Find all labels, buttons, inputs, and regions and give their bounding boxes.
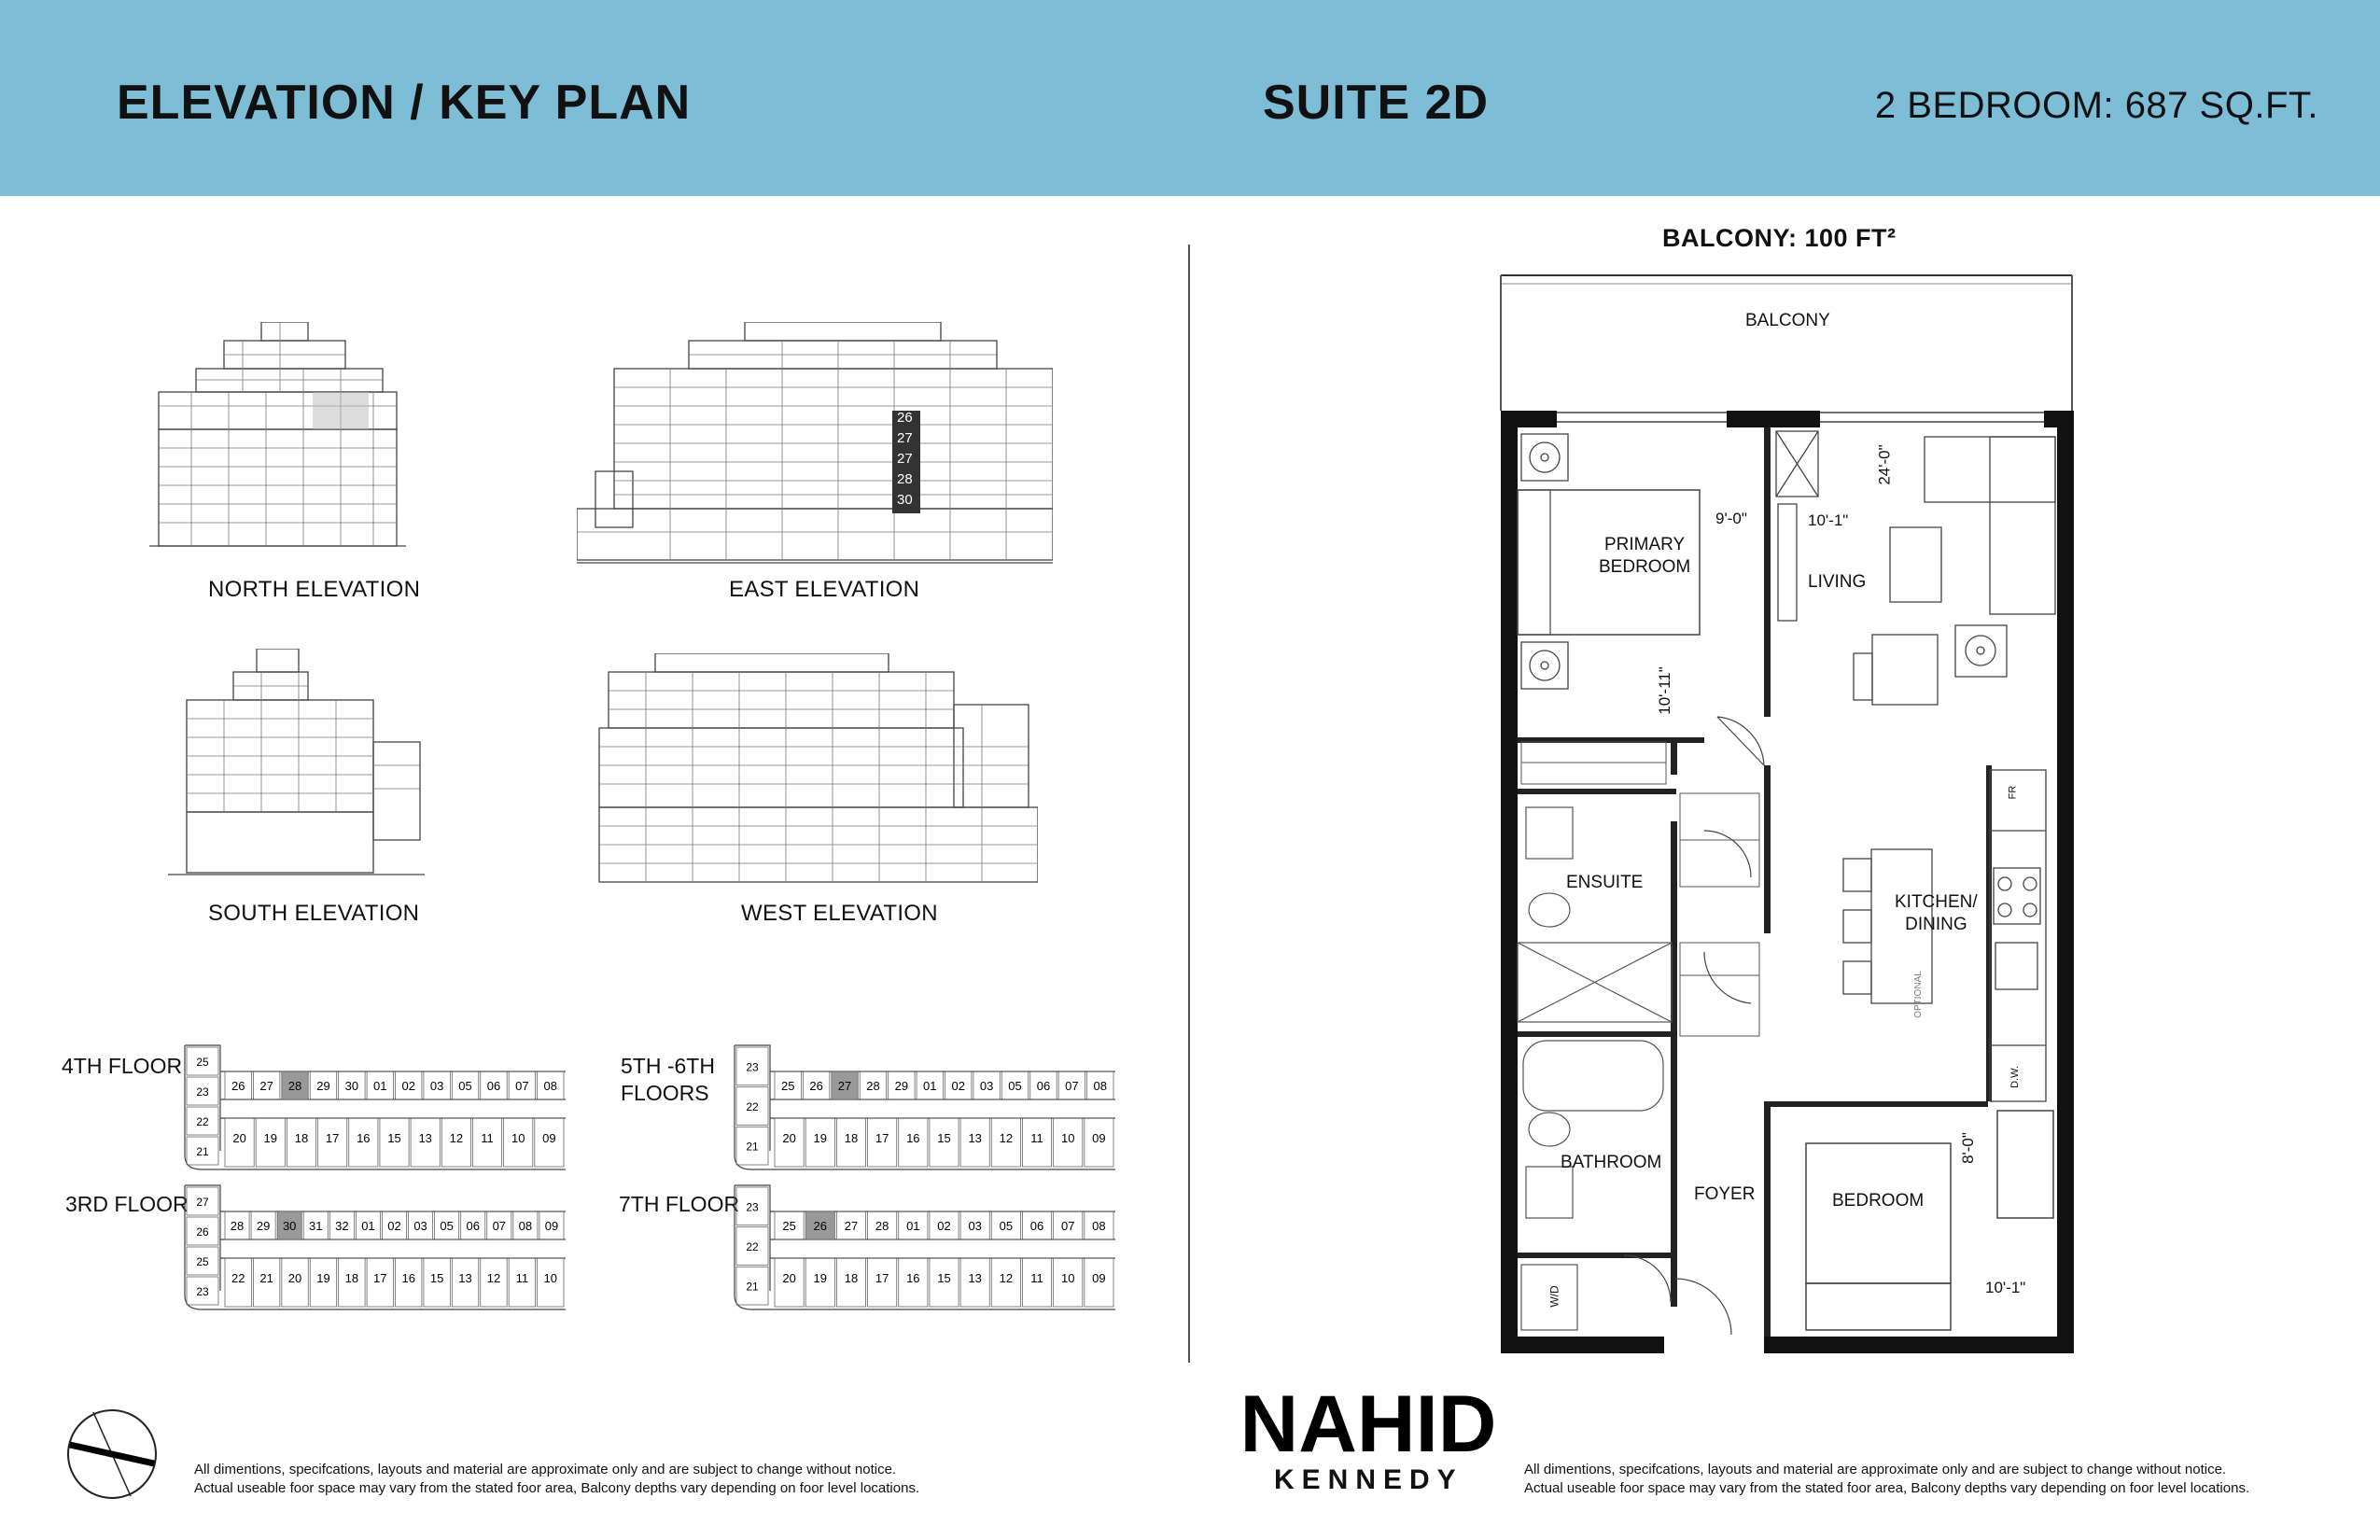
unit-number: 10: [1060, 1131, 1075, 1145]
optional-label: OPTIONAL: [1912, 971, 1924, 1018]
unit-number: 01: [361, 1219, 375, 1233]
unit-number: 22: [231, 1271, 245, 1285]
unit-number: 12: [999, 1131, 1014, 1145]
unit-number: 15: [387, 1131, 401, 1145]
disclaimer-right: [1524, 1461, 2249, 1498]
unit-number: 10: [1060, 1271, 1075, 1285]
primary-bedroom-line1: PRIMARY: [1603, 535, 1686, 554]
unit-number: 27: [837, 1079, 852, 1093]
unit-number: 20: [287, 1271, 302, 1285]
primary-bedroom-label: [1599, 534, 1690, 579]
unit-number: 21: [196, 1145, 209, 1158]
unit-number: 21: [746, 1280, 759, 1294]
unit-number: 19: [813, 1271, 828, 1285]
bedroom-width-dim: 10'-1": [1985, 1279, 2026, 1296]
bedroom-label: BEDROOM: [1832, 1191, 1925, 1211]
unit-number: 09: [1092, 1131, 1106, 1145]
suite-floor-plan: [1493, 271, 2081, 1363]
unit-number: 13: [968, 1271, 982, 1285]
unit-number: 09: [544, 1219, 559, 1233]
unit-number: 05: [999, 1219, 1014, 1233]
south-elevation-drawing: [168, 649, 425, 877]
unit-number: 07: [492, 1219, 507, 1233]
east-floor-marker-5: 30: [897, 492, 913, 508]
unit-number: 07: [515, 1079, 529, 1093]
brand-logo-text: NAHID: [1239, 1384, 1497, 1459]
keyplan-outline: [735, 1045, 1115, 1169]
primary-width-dim: 9'-0": [1715, 510, 1747, 527]
unit-number: 11: [1030, 1271, 1043, 1285]
unit-number: 26: [809, 1079, 823, 1093]
unit-number: 16: [906, 1131, 920, 1145]
unit-number: 27: [196, 1196, 209, 1209]
unit-number: 01: [373, 1079, 387, 1093]
unit-number: 26: [231, 1079, 245, 1093]
unit-number: 12: [449, 1131, 464, 1145]
unit-number: 15: [937, 1271, 951, 1285]
header-bar: [0, 0, 2380, 196]
unit-number: 07: [1060, 1219, 1075, 1233]
north-elevation-label: NORTH ELEVATION: [208, 577, 421, 602]
unit-number: 31: [309, 1219, 323, 1233]
unit-number: 12: [486, 1271, 501, 1285]
unit-number: 16: [906, 1271, 920, 1285]
unit-number: 09: [1092, 1271, 1106, 1285]
unit-number: 16: [357, 1131, 371, 1145]
third-floor-label: 3RD FLOOR: [65, 1192, 189, 1216]
unit-number: 20: [782, 1131, 796, 1145]
fifth-sixth-floor-label: [621, 1053, 715, 1107]
unit-number: 12: [999, 1271, 1014, 1285]
kitchen-line1: KITCHEN/: [1895, 892, 1978, 912]
unit-number: 02: [951, 1079, 965, 1093]
unit-number: 15: [937, 1131, 951, 1145]
seventh-floor-keyplan: [733, 1183, 1125, 1314]
east-floor-marker-2: 27: [897, 430, 913, 446]
brand-logo: [1238, 1384, 1499, 1459]
bedroom-length-dim: 8'-0": [1958, 1132, 1977, 1164]
fourth-floor-label: 4TH FLOOR: [62, 1054, 183, 1078]
unit-number: 18: [294, 1131, 309, 1145]
seventh-floor-label: 7TH FLOOR: [619, 1192, 740, 1216]
unit-number: 21: [259, 1271, 273, 1285]
unit-number: 11: [1030, 1131, 1043, 1145]
unit-number: 22: [746, 1100, 759, 1113]
living-length-dim: 24'-0": [1875, 444, 1894, 485]
section-divider: [1188, 245, 1190, 1363]
unit-number: 06: [486, 1079, 501, 1093]
page-title: ELEVATION / KEY PLAN: [117, 76, 692, 130]
unit-number: 05: [458, 1079, 472, 1093]
foyer-label: FOYER: [1694, 1184, 1756, 1204]
unit-number: 17: [875, 1271, 889, 1285]
brand-logo-subtitle: KENNEDY: [1274, 1464, 1463, 1495]
unit-number: 21: [746, 1140, 759, 1154]
unit-number: 17: [373, 1271, 387, 1285]
unit-number: 03: [968, 1219, 982, 1233]
unit-number: 26: [196, 1225, 209, 1239]
unit-number: 13: [418, 1131, 432, 1145]
unit-number: 28: [287, 1079, 302, 1093]
unit-number: 03: [979, 1079, 994, 1093]
unit-number: 28: [866, 1079, 880, 1093]
bathroom-label: BATHROOM: [1561, 1153, 1662, 1172]
washer-dryer-label: W/D: [1547, 1285, 1561, 1308]
fridge-label: FR: [2007, 785, 2019, 800]
unit-number: 08: [518, 1219, 533, 1233]
primary-bedroom-line2: BEDROOM: [1599, 557, 1691, 577]
west-elevation-drawing: [590, 653, 1038, 887]
keyplan-outline: [735, 1185, 1115, 1309]
unit-number: 08: [1093, 1079, 1108, 1093]
unit-number: 23: [746, 1060, 759, 1074]
unit-number: 06: [1036, 1079, 1051, 1093]
unit-number: 01: [906, 1219, 920, 1233]
unit-number: 25: [782, 1219, 796, 1233]
unit-number: 25: [196, 1255, 209, 1268]
unit-number: 17: [325, 1131, 340, 1145]
unit-number: 07: [1065, 1079, 1079, 1093]
unit-number: 13: [968, 1131, 982, 1145]
north-elevation-drawing: [149, 322, 406, 551]
east-floor-marker-4: 28: [897, 471, 913, 487]
balcony-area-title: BALCONY: 100 FT²: [1662, 224, 1897, 252]
unit-number: 28: [875, 1219, 889, 1233]
unit-number: 20: [232, 1131, 246, 1145]
unit-number: 25: [780, 1079, 795, 1093]
fifth-sixth-label-line2: FLOORS: [621, 1081, 709, 1105]
unit-number: 16: [401, 1271, 415, 1285]
unit-number: 27: [844, 1219, 859, 1233]
unit-number: 06: [1029, 1219, 1044, 1233]
unit-number: 09: [542, 1131, 556, 1145]
west-elevation-label: WEST ELEVATION: [741, 901, 938, 926]
disclaimer-right-line2: Actual useable foor space may vary from the stated foor area, Balcony depths vary depending on foor level locations.: [1524, 1480, 2250, 1496]
unit-number: 03: [413, 1219, 427, 1233]
east-floor-marker-1: 26: [897, 410, 913, 426]
unit-number: 22: [196, 1115, 209, 1128]
unit-number: 18: [844, 1131, 859, 1145]
unit-number: 20: [782, 1271, 796, 1285]
unit-number: 13: [458, 1271, 472, 1285]
south-elevation-label: SOUTH ELEVATION: [208, 901, 420, 926]
unit-number: 08: [543, 1079, 558, 1093]
unit-number: 11: [515, 1271, 529, 1285]
unit-number: 02: [387, 1219, 401, 1233]
unit-number: 05: [440, 1219, 454, 1233]
kitchen-line2: DINING: [1905, 915, 1967, 934]
unit-number: 11: [481, 1131, 494, 1145]
unit-number: 03: [429, 1079, 444, 1093]
unit-number: 19: [813, 1131, 828, 1145]
unit-number: 32: [335, 1219, 349, 1233]
unit-number: 19: [263, 1131, 278, 1145]
unit-number: 15: [429, 1271, 444, 1285]
disclaimer-left-line1: All dimentions, specifcations, layouts and material are approximate only and are subject to change without notice.: [194, 1462, 897, 1477]
unit-number: 22: [746, 1240, 759, 1253]
third-floor-keyplan: [183, 1183, 575, 1314]
kitchen-dining-label: [1895, 891, 1978, 936]
unit-number: 01: [923, 1079, 937, 1093]
unit-number: 10: [511, 1131, 525, 1145]
disclaimer-right-line1: All dimentions, specifcations, layouts and material are approximate only and are subject to change without notice.: [1524, 1462, 2227, 1477]
unit-number: 28: [230, 1219, 245, 1233]
unit-number: 29: [316, 1079, 330, 1093]
unit-number: 30: [344, 1079, 359, 1093]
suite-info: 2 BEDROOM: 687 SQ.FT.: [1874, 85, 2318, 126]
living-width-dim: 10'-1": [1808, 511, 1849, 529]
fifth-sixth-floor-keyplan: [733, 1043, 1125, 1174]
primary-length-dim: 10'-11": [1655, 666, 1673, 715]
unit-number: 02: [401, 1079, 415, 1093]
keyplan-outline: [185, 1045, 566, 1169]
disclaimer-left-line2: Actual useable foor space may vary from the stated foor area, Balcony depths vary depending on foor level locations.: [194, 1480, 920, 1496]
disclaimer-left: [194, 1461, 919, 1498]
unit-number: 18: [344, 1271, 359, 1285]
balcony-label: BALCONY: [1745, 311, 1830, 330]
east-elevation-drawing: [577, 322, 1053, 565]
east-elevation-label: EAST ELEVATION: [729, 577, 920, 602]
unit-number: 25: [196, 1056, 209, 1069]
unit-number: 08: [1092, 1219, 1106, 1233]
unit-number: 06: [466, 1219, 480, 1233]
east-floor-marker-3: 27: [897, 451, 913, 467]
unit-number: 05: [1008, 1079, 1022, 1093]
unit-number: 29: [256, 1219, 271, 1233]
suite-title: SUITE 2D: [1263, 76, 1490, 130]
unit-number: 23: [746, 1200, 759, 1214]
dishwasher-label: D.W.: [2009, 1066, 2021, 1088]
unit-number: 26: [813, 1219, 828, 1233]
unit-number: 23: [196, 1085, 209, 1099]
unit-number: 02: [937, 1219, 951, 1233]
unit-number: 18: [844, 1271, 859, 1285]
unit-number: 30: [282, 1219, 297, 1233]
fourth-floor-keyplan: [183, 1043, 575, 1174]
unit-number: 29: [894, 1079, 909, 1093]
ensuite-label: ENSUITE: [1566, 873, 1644, 892]
north-arrow-icon: [65, 1407, 159, 1501]
unit-number: 27: [259, 1079, 273, 1093]
fifth-sixth-label-line1: 5TH -6TH: [621, 1054, 715, 1078]
unit-number: 23: [196, 1285, 209, 1298]
unit-number: 19: [316, 1271, 330, 1285]
unit-number: 10: [543, 1271, 558, 1285]
unit-number: 17: [875, 1131, 889, 1145]
living-label: LIVING: [1808, 572, 1867, 592]
